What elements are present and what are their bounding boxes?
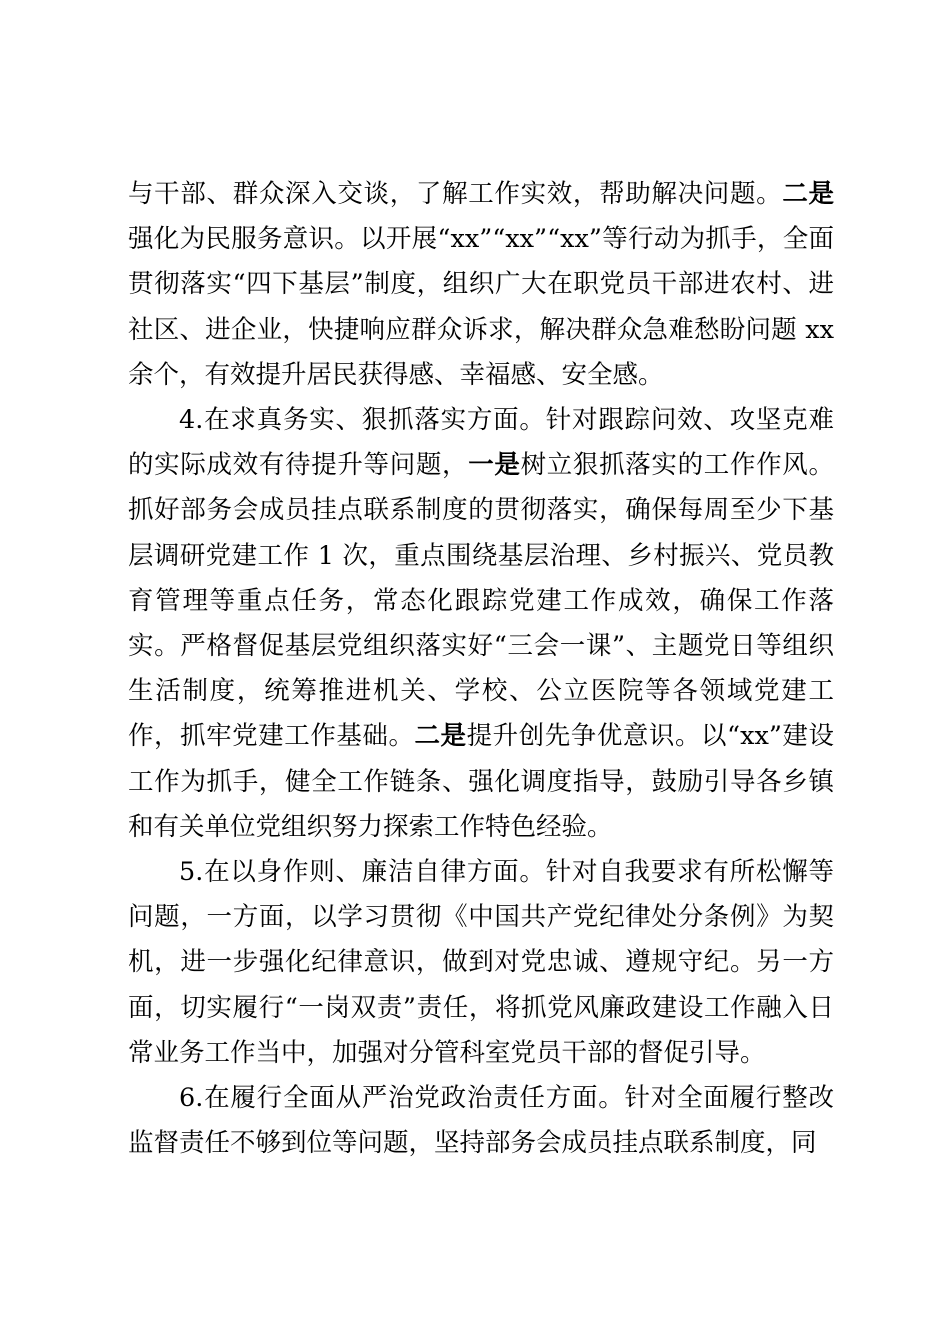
document-page [128, 172, 834, 1166]
paragraph-3 [128, 850, 834, 1076]
paragraph-4-text-1: 6.在履行全面从严治党政治责任方面。针对全面履行整改监督责任不够到位等问题，坚持部务会成员挂点联系制度，同 [128, 1083, 834, 1159]
paragraph-2-emphasis-erShi: 二是 [414, 721, 467, 752]
paragraph-1-text-2: 强化为民服务意识。以开展“xx”“xx”“xx”等行动为抓手，全面贯彻落实“四下基层”制度，组织广大在职党员干部进农村、进社区、进企业，快捷响应群众诉求，解决群众急难愁盼问题 xx 余个，有效提升居民获得感、幸福感、安全感。 [128, 224, 834, 390]
paragraph-2-text-3: 提升创先争优意识。以“xx”建设工作为抓手，健全工作链条、强化调度指导，鼓励引导各乡镇和有关单位党组织努力探索工作特色经验。 [128, 721, 834, 842]
paragraph-2-text-2: 树立狠抓落实的工作作风。抓好部务会成员挂点联系制度的贯彻落实，确保每周至少下基层调研党建工作 1 次，重点围绕基层治理、乡村振兴、党员教育管理等重点任务，常态化跟踪党建工作成效，确保工作落实。严格督促基层党组织落实好“三会一课”、主题党日等组织生活制度，统筹推进机关、学校、公立医院等各领域党建工作，抓牢党建工作基础。 [128, 450, 834, 752]
paragraph-3-text-1: 5.在以身作则、廉洁自律方面。针对自我要求有所松懈等问题，一方面，以学习贯彻《中国共产党纪律处分条例》为契机，进一步强化纪律意识，做到对党忠诚、遵规守纪。另一方面，切实履行“一岗双责”责任，将抓党风廉政建设工作融入日常业务工作当中，加强对分管科室党员干部的督促引导。 [128, 857, 834, 1068]
paragraph-1-text-1: 与干部、群众深入交谈，了解工作实效，帮助解决问题。 [128, 179, 783, 209]
paragraph-1-emphasis-erShi: 二是 [782, 179, 834, 209]
paragraph-4 [128, 1076, 834, 1166]
paragraph-2 [128, 398, 834, 850]
paragraph-2-text-1: 4.在求真务实、狠抓落实方面。针对跟踪问效、攻坚克难的实际成效有待提升等问题， [128, 405, 834, 481]
paragraph-2-emphasis-yiShi: 一是 [468, 450, 521, 481]
paragraph-1 [128, 172, 834, 398]
